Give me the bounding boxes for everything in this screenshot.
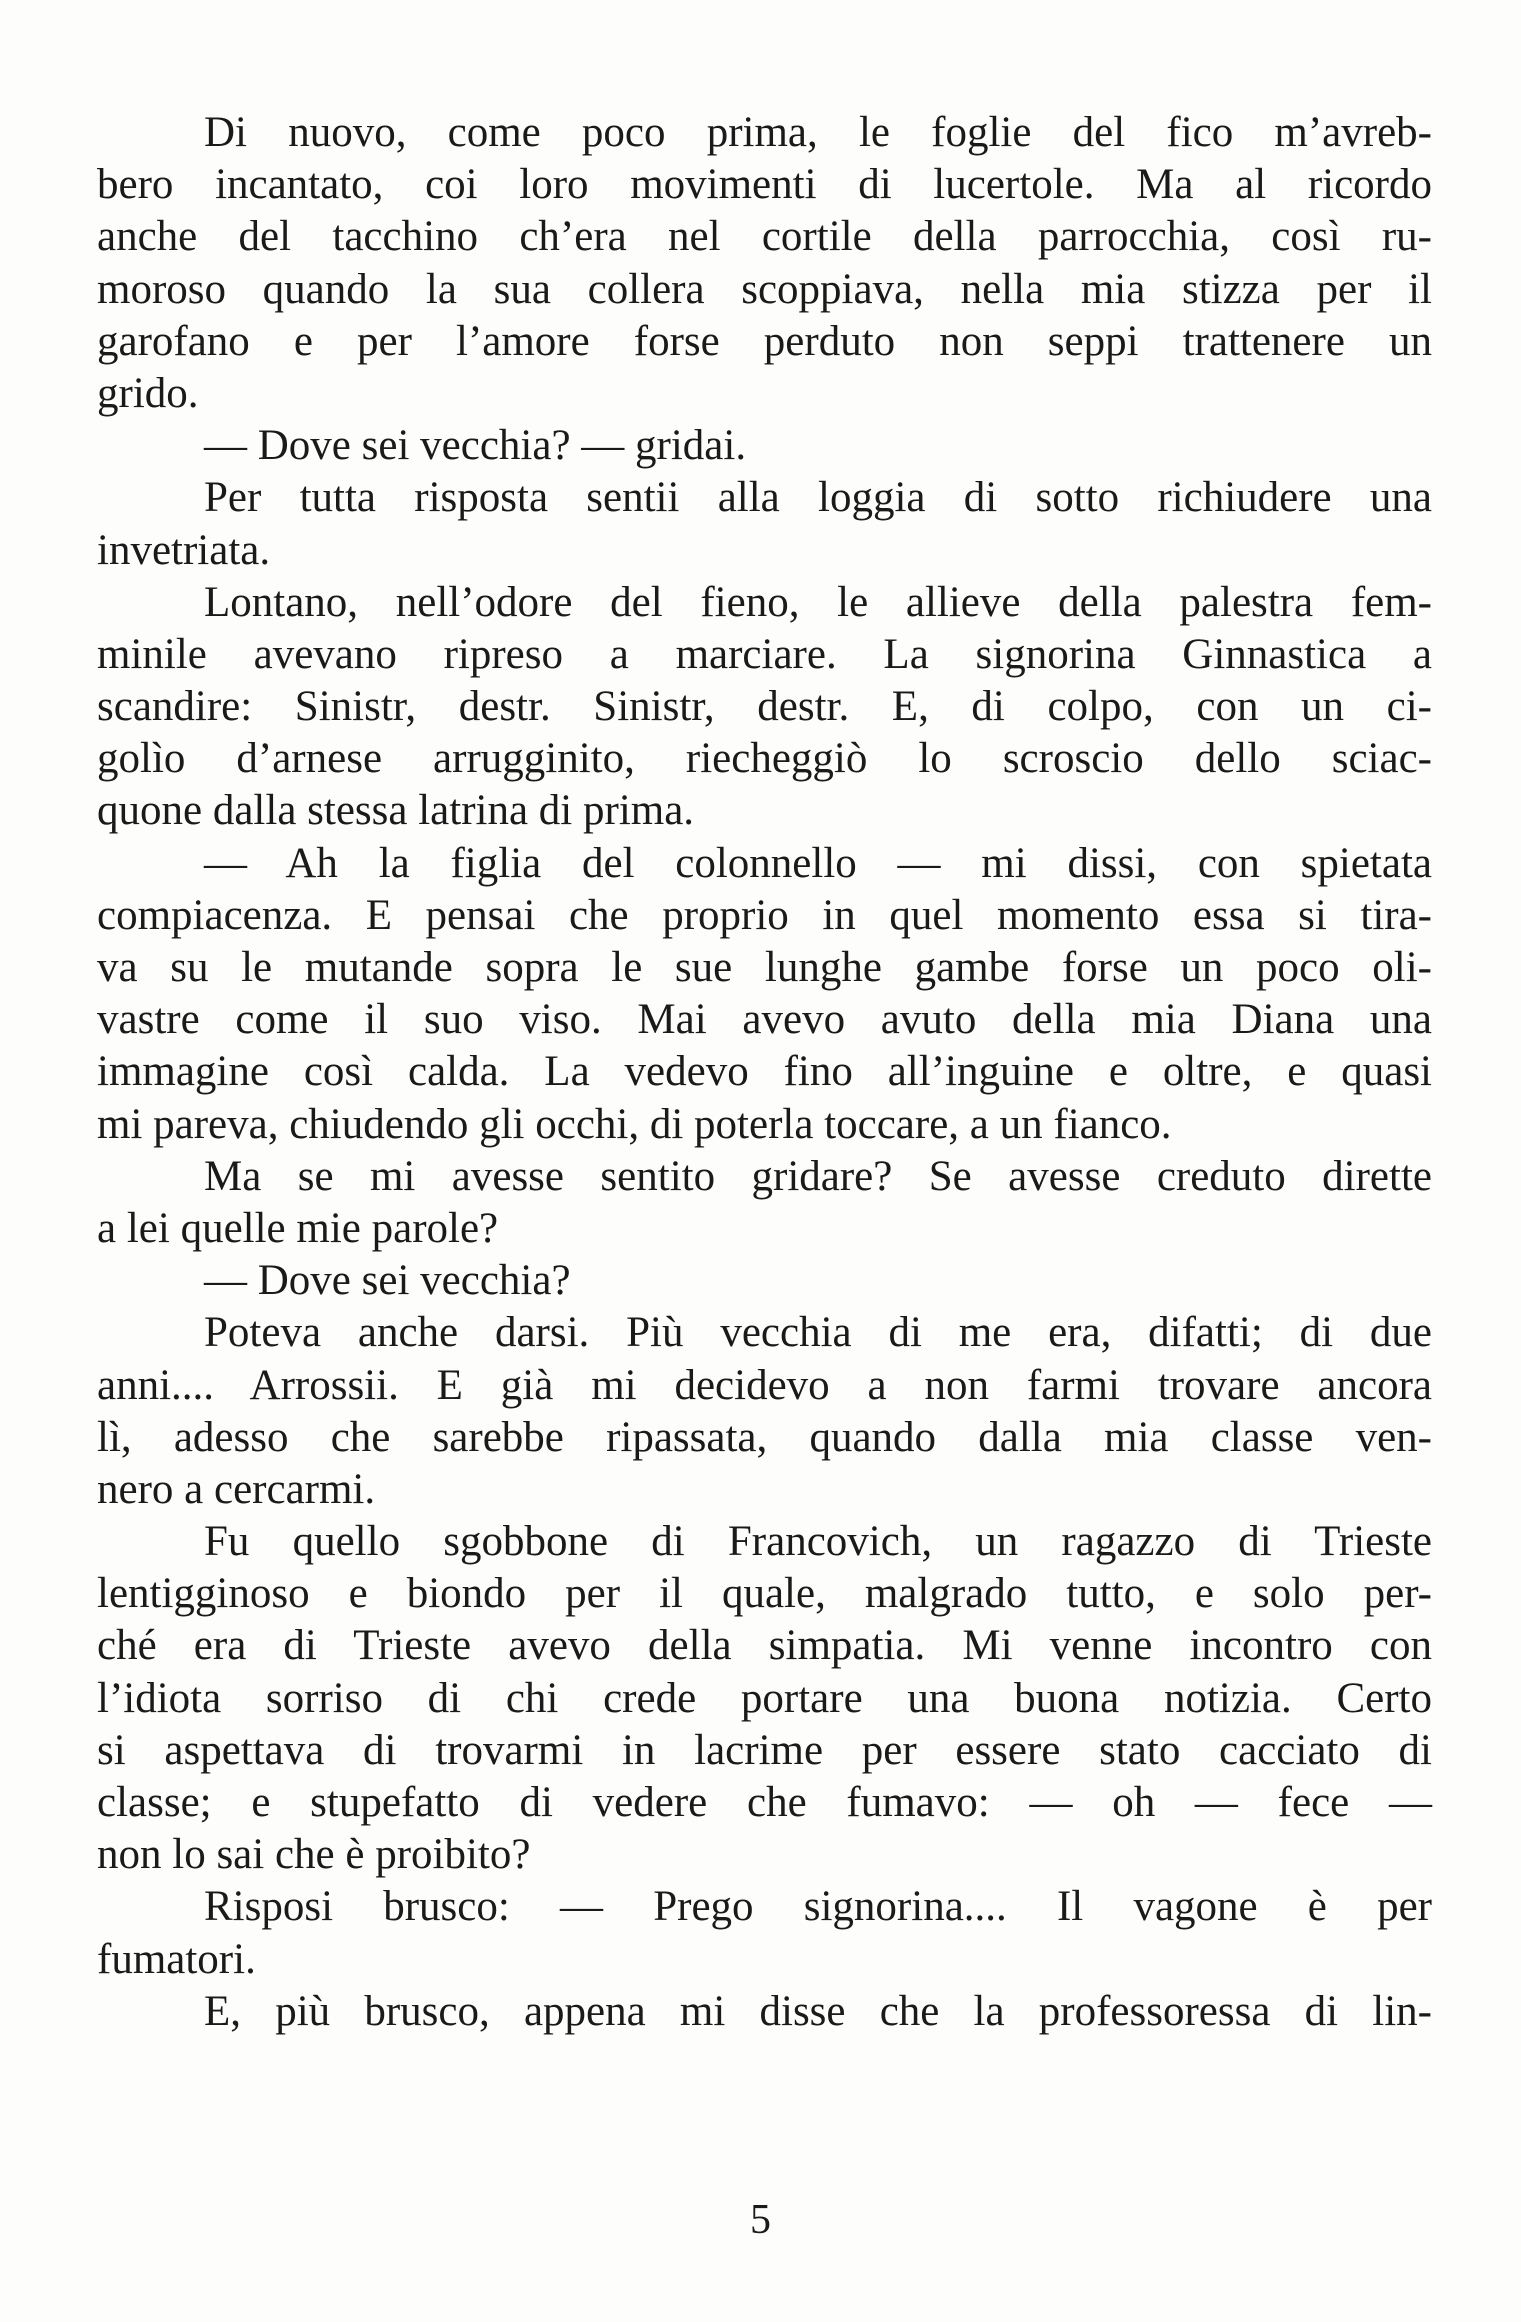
text-line: moroso quando la sua collera scoppiava, nella mia stizza per il: [97, 265, 1432, 313]
text-line: Fu quello sgobbone di Francovich, un ragazzo di Trieste: [204, 1518, 1432, 1566]
text-line: nero a cercarmi.: [97, 1465, 376, 1513]
text-line: bero incantato, coi loro movimenti di lucertole. Ma al ricordo: [97, 161, 1432, 209]
text-line: Ma se mi avesse sentito gridare? Se avesse creduto dirette: [204, 1152, 1432, 1200]
text-line: a lei quelle mie parole?: [97, 1204, 499, 1252]
text-line: Risposi brusco: — Prego signorina.... Il vagone è per: [204, 1883, 1432, 1931]
text-line: quone dalla stessa latrina di prima.: [97, 787, 695, 835]
text-line: vastre come il suo viso. Mai avevo avuto della mia Diana una: [97, 996, 1432, 1044]
text-line: E, più brusco, appena mi disse che la professoressa di lin-: [204, 1987, 1432, 2035]
text-line: mi pareva, chiudendo gli occhi, di poterla toccare, a un fianco.: [97, 1100, 1172, 1148]
text-line: invetriata.: [97, 526, 271, 574]
text-line: immagine così calda. La vedevo fino all’inguine e oltre, e quasi: [97, 1048, 1432, 1096]
text-line: golìo d’arnese arrugginito, riecheggiò lo scroscio dello sciac-: [97, 735, 1432, 783]
text-line: grido.: [97, 369, 199, 417]
text-line: — Ah la figlia del colonnello — mi dissi, con spietata: [204, 839, 1432, 887]
text-line: Lontano, nell’odore del fieno, le allieve della palestra fem-: [204, 578, 1432, 626]
text-line: — Dove sei vecchia?: [204, 1257, 571, 1305]
text-line: compiacenza. E pensai che proprio in quel momento essa si tira-: [97, 891, 1432, 939]
text-line: fumatori.: [97, 1935, 256, 1983]
text-line: classe; e stupefatto di vedere che fumavo: — oh — fece —: [97, 1779, 1432, 1826]
page-number: 5: [750, 2197, 771, 2243]
text-line: si aspettava di trovarmi in lacrime per essere stato cacciato di: [97, 1726, 1432, 1774]
text-line: Per tutta risposta sentii alla loggia di sotto richiudere una: [204, 474, 1432, 522]
text-line: anche del tacchino ch’era nel cortile della parrocchia, così ru-: [97, 213, 1432, 261]
text-line: lentigginoso e biondo per il quale, malgrado tutto, e solo per-: [97, 1570, 1432, 1618]
text-line: Poteva anche darsi. Più vecchia di me era, difatti; di due: [204, 1309, 1432, 1357]
text-line: va su le mutande sopra le sue lunghe gambe forse un poco oli-: [97, 944, 1432, 991]
text-line: — Dove sei vecchia? — gridai.: [204, 422, 747, 470]
body-text: [97, 107, 1432, 2038]
text-line: l’idiota sorriso di chi crede portare una buona notizia. Certo: [97, 1674, 1432, 1722]
text-line: garofano e per l’amore forse perduto non seppi trattenere un: [97, 317, 1432, 365]
text-line: scandire: Sinistr, destr. Sinistr, destr. E, di colpo, con un ci-: [97, 683, 1432, 731]
text-line: anni.... Arrossii. E già mi decidevo a non farmi trovare ancora: [97, 1361, 1432, 1409]
text-line: non lo sai che è proibito?: [97, 1831, 531, 1879]
text-line: Di nuovo, come poco prima, le foglie del fico m’avreb-: [204, 109, 1432, 156]
text-line: lì, adesso che sarebbe ripassata, quando dalla mia classe ven-: [97, 1413, 1432, 1461]
text-line: ché era di Trieste avevo della simpatia. Mi venne incontro con: [97, 1622, 1432, 1670]
text-line: minile avevano ripreso a marciare. La signorina Ginnastica a: [97, 630, 1432, 678]
